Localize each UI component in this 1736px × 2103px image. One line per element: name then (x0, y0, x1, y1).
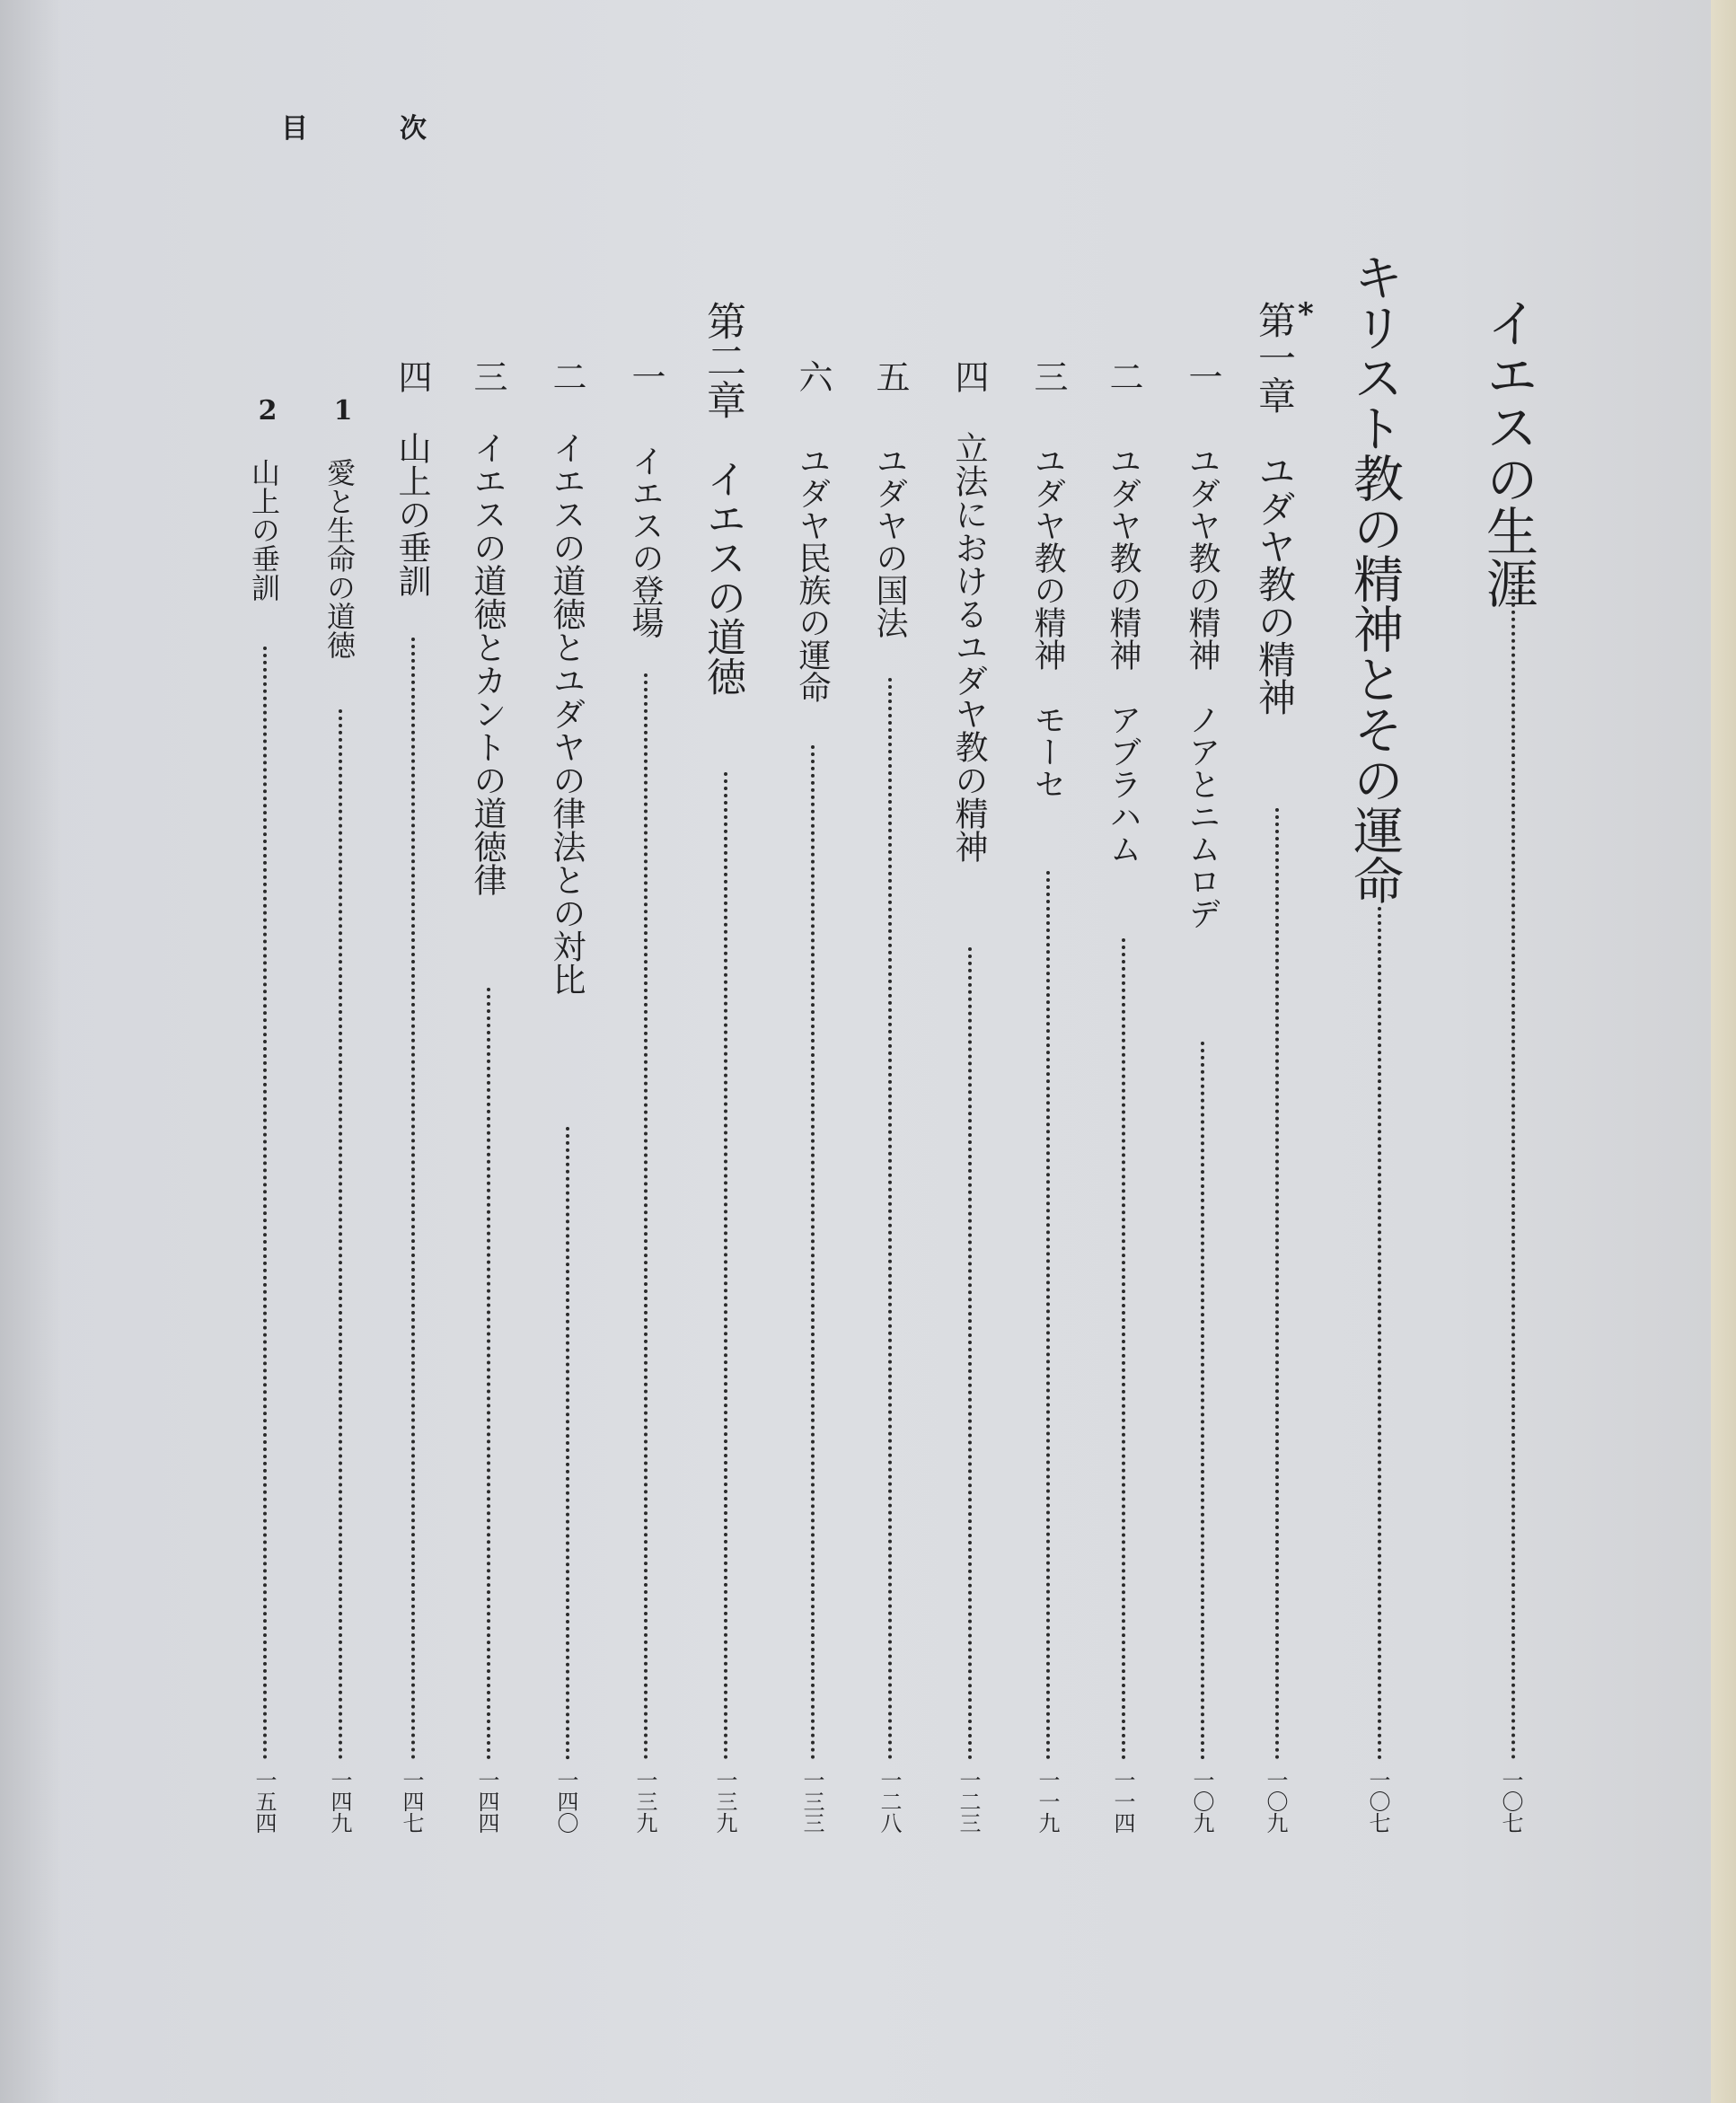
page-number: 一四七 (399, 1769, 424, 1834)
page-number: 一四九 (327, 1769, 352, 1834)
page-number: 一四四 (474, 1769, 499, 1834)
section-title[interactable]: 山上の垂訓 (392, 431, 431, 597)
leader-dots (566, 1127, 569, 1760)
section-title[interactable]: ユダヤ教の精神 モーセ (1029, 444, 1066, 800)
section-title[interactable]: ユダヤ教の精神 アブラハム (1105, 444, 1141, 865)
page-number: 一三九 (712, 1769, 737, 1834)
section-title[interactable]: ユダヤ教の精神 ノアとニムロデ (1184, 444, 1220, 929)
leader-dots (811, 745, 815, 1760)
gutter-shade (0, 0, 63, 2103)
page-number: 一二八 (877, 1769, 902, 1834)
page-number: 一五四 (251, 1769, 277, 1834)
leader-dots (1046, 871, 1050, 1760)
section-index: 一 (1183, 359, 1222, 393)
page-edge (1711, 0, 1736, 2103)
subsection-index: 1 (333, 395, 353, 427)
section-index: 二 (547, 359, 586, 393)
page-number: 一〇九 (1189, 1769, 1214, 1834)
leader-dots (968, 947, 972, 1760)
page-number: 一三三 (799, 1769, 824, 1834)
subsection-title[interactable]: 山上の垂訓 (247, 458, 281, 602)
toc-heading-left: 目 (281, 113, 308, 145)
section-index: 五 (870, 359, 910, 393)
chapter-title[interactable]: 第一章 ユダヤ教の精神 (1253, 301, 1297, 716)
section-title[interactable]: イエスの道徳とカントの道徳律 (468, 431, 507, 896)
section-title[interactable]: イエスの道徳とユダヤの律法との対比 (547, 431, 586, 996)
section-title[interactable]: ユダヤの国法 (871, 444, 908, 638)
page-number: 一一四 (1110, 1769, 1135, 1834)
section-index: 四 (949, 359, 989, 393)
leader-dots (1511, 575, 1515, 1760)
leader-dots (1122, 938, 1125, 1760)
leader-dots (888, 678, 892, 1760)
section-index: 二 (1104, 359, 1143, 393)
asterisk-mark: * (1298, 296, 1314, 332)
section-index: 三 (1028, 359, 1068, 393)
section-index: 六 (793, 359, 833, 393)
leader-dots (487, 988, 490, 1760)
toc-entry-title[interactable]: キリスト教の精神とその運命 (1345, 251, 1404, 905)
page-number: 一〇九 (1263, 1769, 1288, 1834)
leader-dots (339, 709, 342, 1760)
section-index: 三 (468, 359, 507, 393)
subsection-index: 2 (258, 395, 278, 427)
page-number: 一〇七 (1498, 1769, 1523, 1834)
page-number: 一二三 (956, 1769, 981, 1834)
page-number: 一三九 (632, 1769, 657, 1834)
page-number: 一四〇 (553, 1769, 578, 1834)
leader-dots (724, 772, 727, 1760)
leader-dots (411, 638, 415, 1760)
leader-dots (644, 673, 648, 1760)
toc-entry-title[interactable]: イエスの生涯 (1477, 296, 1538, 609)
section-title[interactable]: ユダヤ民族の運命 (794, 444, 831, 703)
subsection-title[interactable]: 愛と生命の道徳 (322, 458, 357, 659)
section-title[interactable]: 立法におけるユダヤ教の精神 (949, 431, 988, 863)
leader-dots (263, 647, 267, 1760)
toc-heading-right: 次 (400, 113, 427, 145)
section-index: 一 (626, 359, 665, 393)
page-number: 一〇七 (1365, 1769, 1390, 1834)
section-title[interactable]: イエスの登場 (627, 444, 664, 638)
leader-dots (1378, 907, 1381, 1760)
section-index: 四 (392, 359, 432, 393)
page-number: 一一九 (1035, 1769, 1060, 1834)
leader-dots (1275, 808, 1279, 1760)
chapter-title[interactable]: 第二章 イエスの道徳 (700, 301, 745, 696)
leader-dots (1201, 1042, 1204, 1760)
